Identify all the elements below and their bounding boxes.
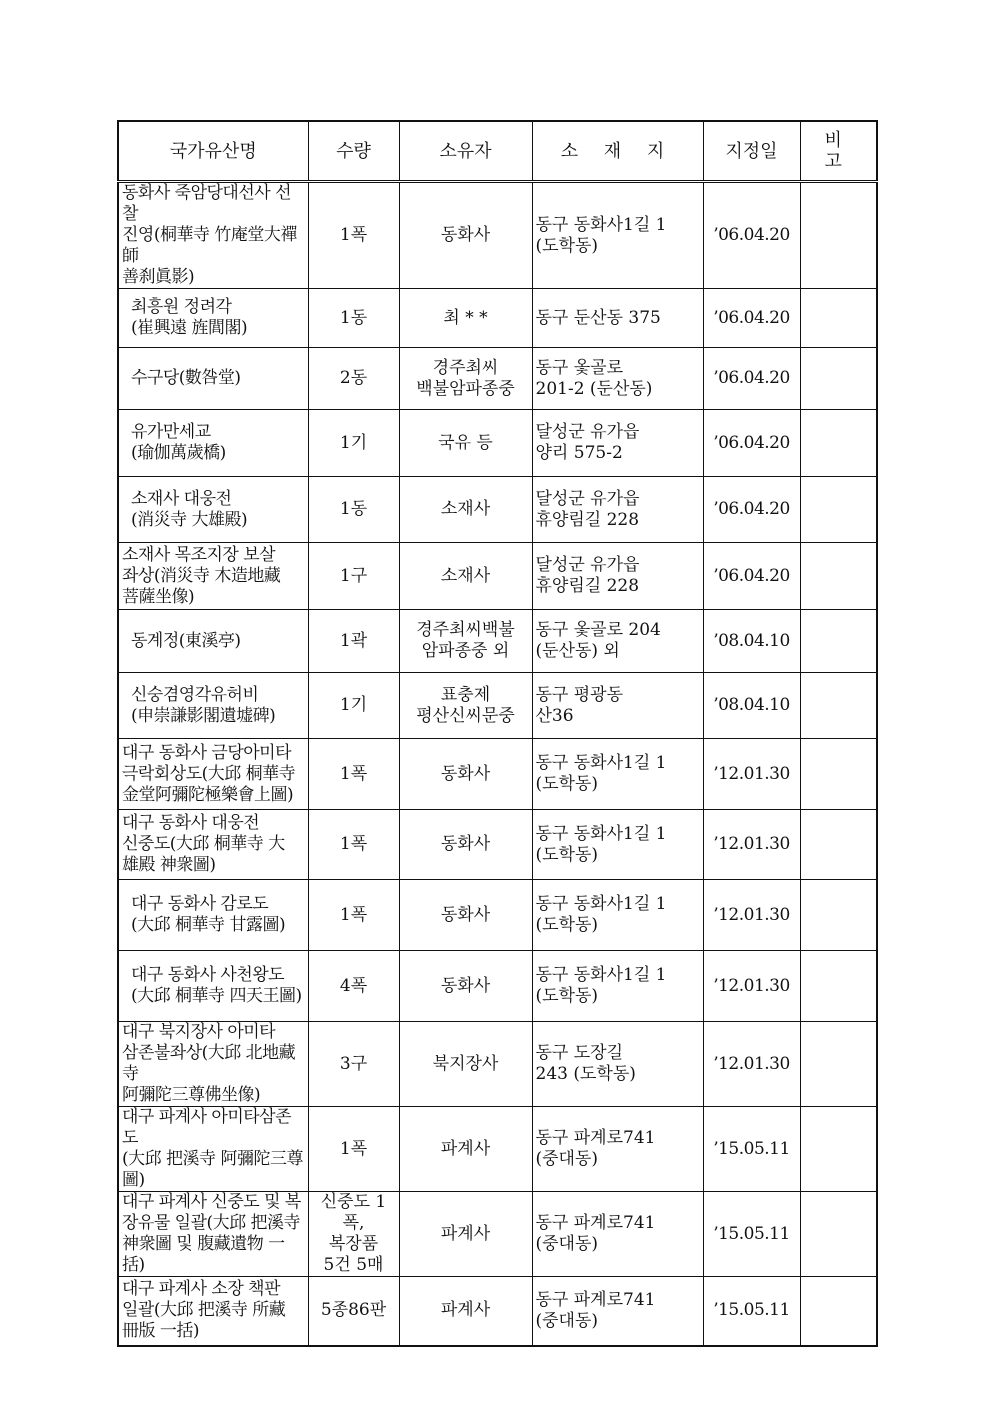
location-cell <box>532 810 703 880</box>
note-cell <box>800 810 877 880</box>
designation-date-cell-line: ’12.01.30 <box>713 763 790 784</box>
location-cell-line: 243 (도학동) <box>535 1064 636 1084</box>
quantity-cell-line: 1폭 <box>339 834 368 854</box>
heritage-name-cell-line: 阿彌陀三尊佛坐像) <box>122 1085 261 1105</box>
location-cell-line: 양리 575-2 <box>535 443 623 463</box>
quantity-cell <box>308 951 399 1022</box>
table-row <box>118 348 877 410</box>
owner-cell-line: 최 * * <box>443 307 488 328</box>
note-cell <box>800 673 877 739</box>
location-cell-line: 동구 동화사1길 1 <box>535 894 667 914</box>
heritage-name-cell-line: 대구 파계사 아미타삼존도 <box>122 1107 292 1148</box>
location-cell-line: (도학동) <box>535 986 599 1006</box>
location-cell-line: 휴양림길 228 <box>535 576 640 596</box>
table-row <box>118 410 877 477</box>
heritage-table <box>117 120 878 1347</box>
owner-cell <box>399 543 532 610</box>
heritage-name-cell <box>118 182 308 289</box>
location-cell-line: (중대동) <box>535 1234 599 1254</box>
location-cell-line: 동구 파계로741 <box>535 1213 656 1233</box>
designation-date-cell-line: ’15.05.11 <box>713 1138 790 1159</box>
quantity-cell <box>308 410 399 477</box>
owner-cell <box>399 477 532 543</box>
table-row <box>118 810 877 880</box>
note-cell <box>800 880 877 951</box>
location-cell <box>532 951 703 1022</box>
heritage-name-cell-line: 대구 파계사 신중도 및 복 <box>122 1192 301 1212</box>
table-row <box>118 1107 877 1192</box>
note-cell <box>800 951 877 1022</box>
location-cell-line: 동구 도장길 <box>535 1043 624 1063</box>
designation-date-cell <box>703 880 800 951</box>
location-cell <box>532 1277 703 1346</box>
location-cell-line: 201-2 (둔산동) <box>535 378 653 399</box>
location-cell-line: 동구 파계로741 <box>535 1289 656 1310</box>
owner-cell-line: 표충제 <box>440 684 491 705</box>
quantity-cell-line: 2동 <box>339 368 368 388</box>
table-row <box>118 951 877 1022</box>
quantity-cell-line: 1동 <box>339 307 368 328</box>
owner-cell <box>399 1022 532 1107</box>
designation-date-cell <box>703 543 800 610</box>
quantity-cell <box>308 810 399 880</box>
designation-date-cell <box>703 348 800 410</box>
location-cell-line: (도학동) <box>535 915 599 935</box>
heritage-name-cell-line: 삼존불좌상(大邱 北地藏寺 <box>122 1043 296 1084</box>
owner-cell-line: 파계사 <box>440 1223 491 1244</box>
quantity-cell <box>308 610 399 673</box>
location-cell-line: (중대동) <box>535 1149 599 1169</box>
heritage-name-cell-line: 최흥원 정려각 <box>131 297 232 317</box>
designation-date-cell <box>703 610 800 673</box>
header-qty: 수량 <box>308 121 399 182</box>
location-cell-line: 동구 동화사1길 1 <box>535 965 667 985</box>
owner-cell-line: 경주최씨 <box>432 357 499 378</box>
header-note: 비 고 <box>800 121 877 182</box>
owner-cell-line: 동화사 <box>440 763 491 784</box>
heritage-name-cell-line: 신숭겸영각유허비 <box>131 684 259 705</box>
quantity-cell-line: 1폭 <box>339 225 368 245</box>
heritage-name-cell-line: 대구 북지장사 아미타 <box>122 1022 276 1042</box>
location-cell-line: 동구 파계로741 <box>535 1128 656 1148</box>
quantity-cell <box>308 1192 399 1277</box>
owner-cell-line: 파계사 <box>440 1138 491 1159</box>
designation-date-cell <box>703 182 800 289</box>
note-cell <box>800 1277 877 1346</box>
location-cell-line: 동구 동화사1길 1 <box>535 823 667 844</box>
heritage-name-cell-line: 진영(桐華寺 竹庵堂大禪師 <box>122 225 297 266</box>
heritage-name-cell <box>118 810 308 880</box>
location-cell <box>532 1107 703 1192</box>
quantity-cell-line: 3구 <box>339 1053 368 1074</box>
owner-cell <box>399 739 532 810</box>
table-row <box>118 1192 877 1277</box>
quantity-cell-line: 1구 <box>339 565 368 586</box>
location-cell-line: 동구 동화사1길 1 <box>535 753 667 773</box>
heritage-name-cell <box>118 289 308 348</box>
location-cell <box>532 410 703 477</box>
heritage-name-cell <box>118 880 308 951</box>
heritage-name-cell <box>118 543 308 610</box>
owner-cell-line: 동화사 <box>440 225 491 245</box>
note-cell <box>800 410 877 477</box>
location-cell <box>532 543 703 610</box>
quantity-cell <box>308 182 399 289</box>
location-cell-line: 달성군 유가읍 <box>535 488 640 509</box>
header-location: 소 재 지 <box>532 121 703 182</box>
designation-date-cell-line: ’06.04.20 <box>713 307 790 328</box>
header-row <box>118 121 877 182</box>
heritage-name-cell-line: (大邱 把溪寺 阿彌陀三尊圖) <box>122 1149 303 1190</box>
location-cell-line: (도학동) <box>535 235 599 256</box>
heritage-name-cell-line: 金堂阿彌陀極樂會上圖) <box>122 784 294 805</box>
heritage-name-cell-line: 소재사 목조지장 보살 <box>122 544 276 565</box>
quantity-cell-line: 1폭 <box>339 763 368 784</box>
designation-date-cell <box>703 739 800 810</box>
location-cell-line: (도학동) <box>535 844 599 865</box>
designation-date-cell-line: ’15.05.11 <box>713 1300 790 1321</box>
quantity-cell-line: 1폭 <box>339 1138 368 1159</box>
designation-date-cell-line: ’06.04.20 <box>713 432 790 453</box>
designation-date-cell-line: ’08.04.10 <box>713 630 790 651</box>
owner-cell <box>399 182 532 289</box>
table-row <box>118 543 877 610</box>
table-row <box>118 1277 877 1346</box>
location-cell <box>532 610 703 673</box>
quantity-cell <box>308 348 399 410</box>
heritage-name-cell <box>118 410 308 477</box>
quantity-cell-line: 1폭 <box>339 904 368 925</box>
heritage-name-cell <box>118 610 308 673</box>
heritage-name-cell-line: 동화사 죽암당대선사 선찰 <box>122 183 292 224</box>
designation-date-cell <box>703 477 800 543</box>
designation-date-cell <box>703 1277 800 1346</box>
owner-cell-line: 동화사 <box>440 975 491 996</box>
designation-date-cell-line: ’06.04.20 <box>713 225 790 245</box>
owner-cell-line: 파계사 <box>440 1300 491 1321</box>
quantity-cell-line: 4폭 <box>339 975 368 996</box>
heritage-name-cell-line: (大邱 桐華寺 甘露圖) <box>131 915 286 935</box>
heritage-name-cell-line: 神衆圖 및 腹藏遺物 一括) <box>122 1234 285 1275</box>
owner-cell <box>399 348 532 410</box>
header-date: 지정일 <box>703 121 800 182</box>
location-cell-line: (중대동) <box>535 1310 599 1331</box>
owner-cell <box>399 610 532 673</box>
heritage-name-cell-line: 대구 동화사 사천왕도 <box>131 965 285 985</box>
location-cell-line: 동구 둔산동 375 <box>535 307 661 328</box>
designation-date-cell-line: ’06.04.20 <box>713 565 790 586</box>
heritage-name-cell-line: 대구 동화사 감로도 <box>131 894 269 914</box>
note-cell <box>800 182 877 289</box>
location-cell <box>532 477 703 543</box>
owner-cell <box>399 410 532 477</box>
heritage-name-cell-line: 일괄(大邱 把溪寺 所藏 <box>122 1300 286 1321</box>
header-owner: 소유자 <box>399 121 532 182</box>
owner-cell-line: 소재사 <box>440 499 491 519</box>
heritage-name-cell-line: 장유물 일괄(大邱 把溪寺 <box>122 1213 301 1233</box>
location-cell-line: 동구 옻골로 204 <box>535 620 661 640</box>
owner-cell-line: 동화사 <box>440 904 491 925</box>
location-cell-line: (둔산동) 외 <box>535 641 620 661</box>
owner-cell-line: 국유 등 <box>438 432 493 453</box>
location-cell <box>532 880 703 951</box>
location-cell-line: 달성군 유가읍 <box>535 555 640 575</box>
table-row <box>118 610 877 673</box>
heritage-name-cell-line: 소재사 대웅전 <box>131 488 232 509</box>
heritage-name-cell-line: 좌상(消災寺 木造地藏 <box>122 565 281 586</box>
heritage-name-cell-line: 대구 파계사 소장 책판 <box>122 1279 281 1300</box>
quantity-cell <box>308 673 399 739</box>
owner-cell <box>399 810 532 880</box>
note-cell <box>800 289 877 348</box>
designation-date-cell <box>703 289 800 348</box>
designation-date-cell <box>703 810 800 880</box>
quantity-cell <box>308 543 399 610</box>
location-cell <box>532 348 703 410</box>
heritage-name-cell-line: 雄殿 神衆圖) <box>122 855 216 875</box>
owner-cell-line: 소재사 <box>440 565 491 586</box>
location-cell <box>532 1022 703 1107</box>
heritage-name-cell <box>118 1107 308 1192</box>
note-cell <box>800 1022 877 1107</box>
owner-cell <box>399 1192 532 1277</box>
owner-cell <box>399 673 532 739</box>
designation-date-cell-line: ’12.01.30 <box>713 834 790 854</box>
heritage-name-cell-line: 유가만세교 <box>131 422 211 442</box>
heritage-name-cell-line: 善刹眞影) <box>122 267 195 287</box>
owner-cell <box>399 289 532 348</box>
quantity-cell-line: 5종86판 <box>320 1300 387 1321</box>
quantity-cell <box>308 1022 399 1107</box>
heritage-name-cell-line: 신중도(大邱 桐華寺 大 <box>122 834 285 854</box>
quantity-cell <box>308 880 399 951</box>
heritage-name-cell-line: (消災寺 大雄殿) <box>131 509 248 530</box>
heritage-name-cell-line: (瑜伽萬歲橋) <box>131 443 226 463</box>
quantity-cell <box>308 1277 399 1346</box>
designation-date-cell-line: ’06.04.20 <box>713 499 790 519</box>
table-row <box>118 673 877 739</box>
heritage-name-cell <box>118 477 308 543</box>
quantity-cell-line: 복장품 <box>328 1234 379 1254</box>
heritage-name-cell <box>118 739 308 810</box>
note-cell <box>800 739 877 810</box>
designation-date-cell-line: ’12.01.30 <box>713 1053 790 1074</box>
table-row <box>118 182 877 289</box>
table-row <box>118 739 877 810</box>
location-cell-line: (도학동) <box>535 774 599 794</box>
heritage-name-cell <box>118 1192 308 1277</box>
owner-cell <box>399 880 532 951</box>
quantity-cell <box>308 477 399 543</box>
owner-cell-line: 평산신씨문중 <box>416 705 515 726</box>
owner-cell-line: 암파종중 외 <box>421 641 510 661</box>
location-cell-line: 휴양림길 228 <box>535 509 640 530</box>
designation-date-cell-line: ’12.01.30 <box>713 975 790 996</box>
quantity-cell-line: 1기 <box>339 695 368 715</box>
owner-cell <box>399 1107 532 1192</box>
table-row <box>118 1022 877 1107</box>
note-cell <box>800 348 877 410</box>
quantity-cell-line: 신중도 1폭, <box>320 1192 387 1233</box>
quantity-cell <box>308 1107 399 1192</box>
designation-date-cell <box>703 1022 800 1107</box>
quantity-cell-line: 1기 <box>339 432 368 453</box>
owner-cell-line: 북지장사 <box>432 1053 499 1074</box>
quantity-cell <box>308 739 399 810</box>
heritage-name-cell-line: (崔興遠 旌閭閣) <box>131 318 248 338</box>
quantity-cell <box>308 289 399 348</box>
location-cell-line: 동구 동화사1길 1 <box>535 214 667 235</box>
location-cell <box>532 1192 703 1277</box>
location-cell <box>532 739 703 810</box>
location-cell-line: 달성군 유가읍 <box>535 422 640 442</box>
quantity-cell-line: 5건 5매 <box>323 1255 384 1275</box>
table-row <box>118 880 877 951</box>
location-cell <box>532 289 703 348</box>
heritage-name-cell <box>118 951 308 1022</box>
designation-date-cell-line: ’08.04.10 <box>713 695 790 715</box>
heritage-name-cell <box>118 673 308 739</box>
location-cell <box>532 673 703 739</box>
location-cell-line: 산36 <box>535 705 574 726</box>
quantity-cell-line: 1곽 <box>339 630 368 651</box>
designation-date-cell <box>703 951 800 1022</box>
heritage-name-cell-line: 대구 동화사 금당아미타 <box>122 742 292 763</box>
heritage-name-cell-line: 冊版 一括) <box>122 1321 200 1342</box>
designation-date-cell-line: ’06.04.20 <box>713 368 790 388</box>
heritage-name-cell-line: (大邱 桐華寺 四天王圖) <box>131 986 302 1006</box>
heritage-name-cell <box>118 348 308 410</box>
location-cell-line: 동구 평광동 <box>535 684 624 705</box>
heritage-name-cell <box>118 1022 308 1107</box>
note-cell <box>800 1107 877 1192</box>
designation-date-cell <box>703 1107 800 1192</box>
owner-cell-line: 동화사 <box>440 834 491 854</box>
owner-cell-line: 백불암파종중 <box>416 378 515 399</box>
heritage-name-cell-line: 수구당(數咎堂) <box>131 368 241 388</box>
note-cell <box>800 543 877 610</box>
designation-date-cell <box>703 1192 800 1277</box>
location-cell-line: 동구 옻골로 <box>535 357 624 378</box>
designation-date-cell <box>703 673 800 739</box>
note-cell <box>800 610 877 673</box>
note-cell <box>800 1192 877 1277</box>
heritage-name-cell <box>118 1277 308 1346</box>
location-cell <box>532 182 703 289</box>
note-cell <box>800 477 877 543</box>
heritage-name-cell-line: (申崇謙影閣遺墟碑) <box>131 705 276 726</box>
owner-cell <box>399 951 532 1022</box>
owner-cell-line: 경주최씨백불 <box>416 620 515 640</box>
heritage-name-cell-line: 대구 동화사 대웅전 <box>122 813 260 833</box>
heritage-name-cell-line: 동계정(東溪亭) <box>131 630 241 651</box>
designation-date-cell <box>703 410 800 477</box>
header-name: 국가유산명 <box>118 121 308 182</box>
heritage-name-cell-line: 菩薩坐像) <box>122 586 195 607</box>
designation-date-cell-line: ’12.01.30 <box>713 904 790 925</box>
owner-cell <box>399 1277 532 1346</box>
table-row <box>118 289 877 348</box>
table-row <box>118 477 877 543</box>
heritage-name-cell-line: 극락회상도(大邱 桐華寺 <box>122 763 296 784</box>
quantity-cell-line: 1동 <box>339 499 368 519</box>
designation-date-cell-line: ’15.05.11 <box>713 1223 790 1244</box>
